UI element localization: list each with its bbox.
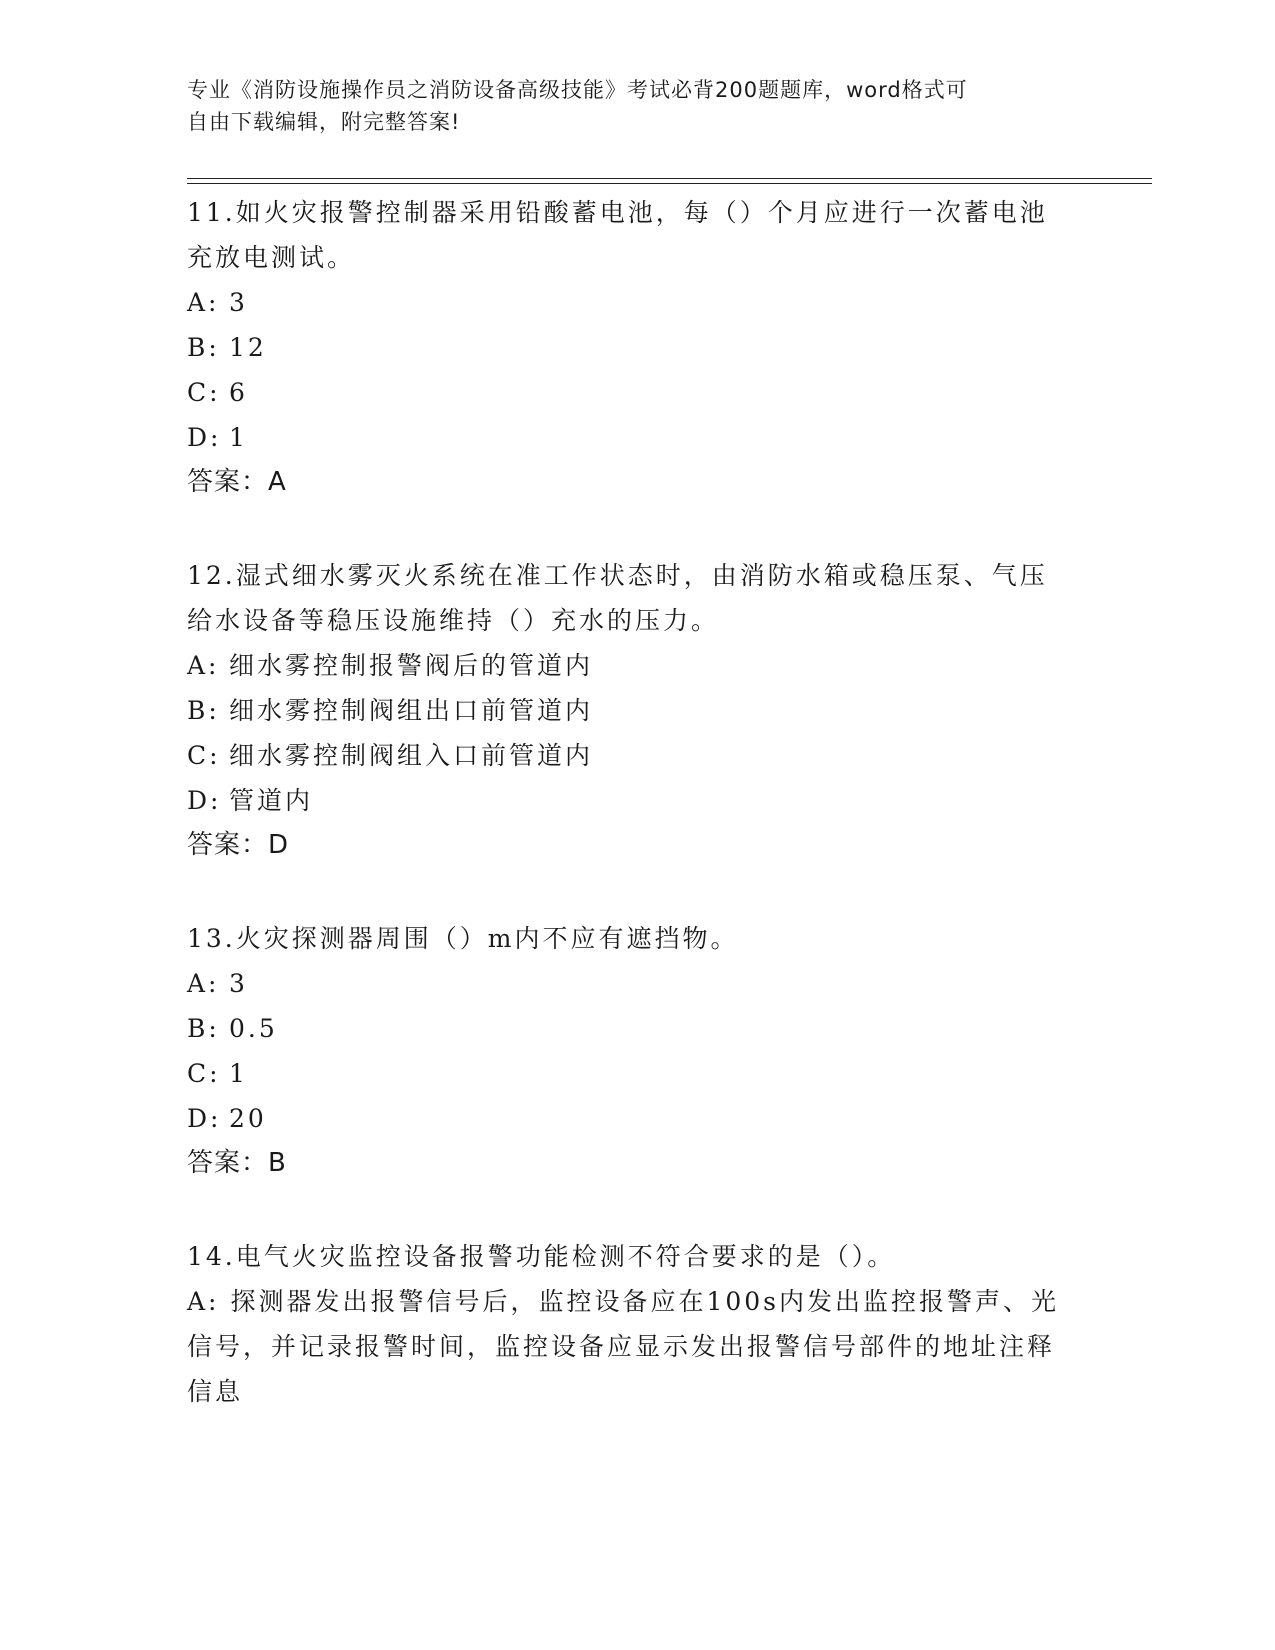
option-value: 细水雾控制阀组入口前管道内 [229, 741, 594, 770]
header-divider-bottom [187, 183, 1152, 184]
option-key: D: [187, 423, 222, 452]
option-value: 细水雾控制报警阀后的管道内 [229, 651, 594, 680]
option-key: A: [187, 288, 220, 317]
option-key: C: [187, 741, 221, 770]
option-value: 1 [229, 1059, 248, 1088]
document-header [187, 74, 1067, 138]
option-b [187, 325, 1067, 370]
option-value: 20 [229, 1104, 267, 1133]
option-c [187, 733, 1067, 778]
question-text: 14.电气火灾监控设备报警功能检测不符合要求的是（）。 [187, 1242, 896, 1271]
option-a [187, 643, 1067, 688]
option-value: 6 [229, 378, 248, 407]
option-key: D: [187, 786, 222, 815]
option-value: 探测器发出报警信号后，监控设备应在100s内发出监控报警声、光信号，并记录报警时间，监控设备应显示发出报警信号部件的地址注释信息 [187, 1287, 1059, 1406]
header-divider-top [187, 178, 1152, 179]
option-a [187, 280, 1067, 325]
option-key: C: [187, 378, 221, 407]
option-b [187, 1006, 1067, 1051]
option-c [187, 1051, 1067, 1096]
option-key: D: [187, 1104, 222, 1133]
option-d [187, 778, 1067, 823]
question-text: 11.如火灾报警控制器采用铅酸蓄电池，每（）个月应进行一次蓄电池充放电测试。 [187, 198, 1048, 272]
option-key: A: [187, 1287, 220, 1316]
option-c [187, 370, 1067, 415]
question-list [187, 190, 1067, 1462]
option-a [187, 1279, 1067, 1414]
option-key: B: [187, 333, 220, 362]
option-key: B: [187, 696, 220, 725]
option-value: 3 [229, 969, 248, 998]
option-value: 0.5 [229, 1014, 278, 1043]
option-d [187, 1096, 1067, 1141]
option-key: B: [187, 1014, 220, 1043]
option-value: 3 [229, 288, 248, 317]
answer-label: 答案：A [187, 467, 287, 497]
option-value: 细水雾控制阀组出口前管道内 [229, 696, 594, 725]
answer-label: 答案：D [187, 830, 290, 860]
header-line-1: 专业《消防设施操作员之消防设备高级技能》考试必背200题题库，word格式可 [187, 78, 968, 102]
option-value: 12 [229, 333, 267, 362]
option-d [187, 415, 1067, 460]
question-text: 12.湿式细水雾灭火系统在准工作状态时，由消防水箱或稳压泵、气压给水设备等稳压设施维持（）充水的压力。 [187, 561, 1048, 635]
answer-label: 答案：B [187, 1148, 287, 1178]
option-a [187, 961, 1067, 1006]
question-14 [187, 1234, 1067, 1414]
question-13 [187, 916, 1067, 1186]
question-11 [187, 190, 1067, 505]
option-key: A: [187, 969, 220, 998]
question-text: 13.火灾探测器周围（）m内不应有遮挡物。 [187, 924, 739, 953]
option-key: A: [187, 651, 220, 680]
option-key: C: [187, 1059, 221, 1088]
option-value: 1 [229, 423, 248, 452]
header-line-2: 自由下载编辑，附完整答案! [187, 110, 461, 134]
option-b [187, 688, 1067, 733]
question-12 [187, 553, 1067, 868]
option-value: 管道内 [229, 786, 314, 815]
